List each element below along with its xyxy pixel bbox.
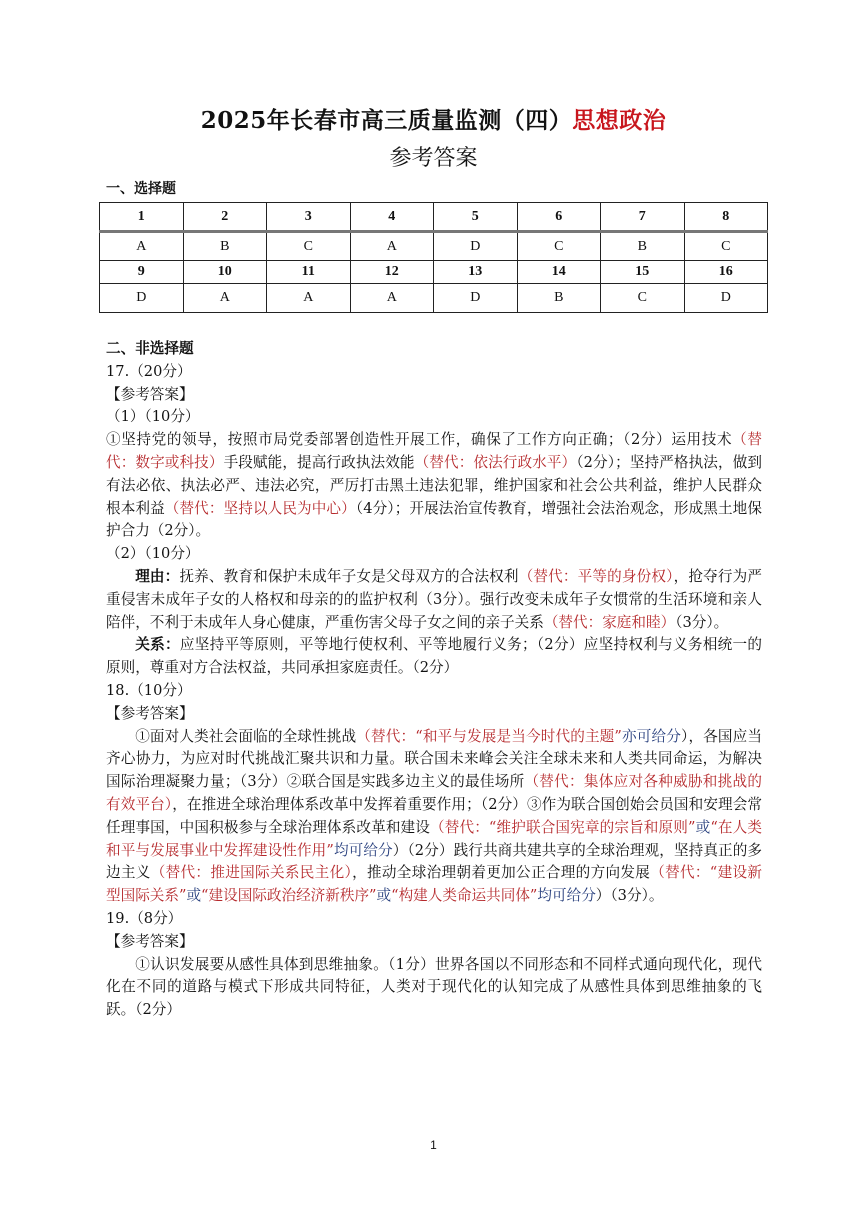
answer-text: ①坚持党的领导，按照市局党委部署创造性开展工作，确保了工作方向正确；（2分）运用技术 bbox=[106, 431, 733, 449]
table-cell: B bbox=[517, 284, 601, 313]
q18-answer bbox=[106, 726, 762, 908]
q18-ref-label: 【参考答案】 bbox=[106, 704, 194, 722]
title-subject: 思想政治 bbox=[572, 107, 667, 134]
section-heading-choice: 一、选择题 bbox=[106, 181, 176, 197]
answer-text: （4分）；开展法治宣传教育，增强社会法治观念，形成黑土地保护合力（2分）。 bbox=[106, 499, 762, 540]
table-cell: A bbox=[100, 232, 184, 261]
alt-answer: “在人类和平与发展事业中发挥建设性作用” bbox=[106, 818, 762, 859]
table-cell: C bbox=[684, 232, 768, 261]
q17-part1-answer bbox=[106, 429, 762, 543]
q17-part2-reason bbox=[106, 566, 762, 634]
table-cell: 10 bbox=[183, 261, 267, 284]
table-cell: 3 bbox=[267, 203, 351, 232]
table-cell: 9 bbox=[100, 261, 184, 284]
answer-text: 应坚持平等原则，平等地行使权利、平等地履行义务；（2分）应坚持权利与义务相统一的原则，尊重对方合法权益，共同承担家庭责任。（2分） bbox=[106, 636, 762, 677]
answer-text: ，在推进全球治理体系改革中发挥着重要作用；（2分）③作为联合国创始会员国和安理会常任理事国，中国积极参与全球治理体系改革和建设 bbox=[106, 795, 762, 836]
alt-answer: （替代：“和平与发展是当今时代的主题” bbox=[356, 727, 622, 745]
grading-note: 或 bbox=[695, 818, 711, 836]
document-subtitle: 参考答案 bbox=[389, 146, 478, 171]
table-cell: 14 bbox=[517, 261, 601, 284]
table-row-numbers bbox=[100, 203, 768, 232]
answer-text: 抚养、教育和保护未成年子女是父母双方的合法权利 bbox=[179, 567, 519, 585]
table-cell: 13 bbox=[434, 261, 518, 284]
alt-answer: “构建人类命运共同体” bbox=[391, 887, 538, 905]
document-title bbox=[0, 106, 867, 136]
table-cell: D bbox=[684, 284, 768, 313]
alt-answer: （替代：依法行政水平） bbox=[414, 453, 577, 471]
table-row-numbers bbox=[100, 261, 768, 284]
table-cell: C bbox=[517, 232, 601, 261]
alt-answer: （替代：“维护联合国宪章的宗旨和原则” bbox=[430, 818, 696, 836]
q19-title: 19.（8分） bbox=[106, 909, 183, 927]
table-cell: B bbox=[601, 232, 685, 261]
table-cell: C bbox=[267, 232, 351, 261]
q18-title: 18.（10分） bbox=[106, 681, 192, 699]
table-cell: 1 bbox=[100, 203, 184, 232]
q19-answer: ①认识发展要从感性具体到思维抽象。（1分）世界各国以不同形态和不同样式通向现代化，现代化在不同的道路与模式下形成共同特征，人类对于现代化的认知完成了从感性具体到思维抽象的飞跃。（2分） bbox=[106, 955, 762, 1019]
table-row-answers bbox=[100, 232, 768, 261]
q19-ref-label: 【参考答案】 bbox=[106, 932, 194, 950]
alt-answer: （替代：集体应对各种威胁和挑战的有效平台） bbox=[106, 773, 762, 813]
table-cell: 8 bbox=[684, 203, 768, 232]
answer-text: ）（3分）。 bbox=[595, 887, 664, 905]
q17-part1-label: （1）（10分） bbox=[106, 408, 200, 426]
choice-answer-table bbox=[99, 202, 768, 313]
table-cell: D bbox=[434, 284, 518, 313]
reason-label: 理由： bbox=[135, 567, 180, 585]
table-cell: 15 bbox=[601, 261, 685, 284]
alt-answer: （替代：坚持以人民为中心） bbox=[164, 499, 356, 517]
table-cell: 5 bbox=[434, 203, 518, 232]
table-cell: 7 bbox=[601, 203, 685, 232]
answer-text: 手段赋能，提高行政执法效能 bbox=[223, 453, 415, 471]
table-cell: D bbox=[100, 284, 184, 313]
alt-answer: （替代：家庭和睦） bbox=[543, 613, 676, 631]
answer-text: （2分）；坚持严格执法，做到有法必依、执法必严、违法必究，严厉打击黑土违法犯罪，维护国家和社会公共利益，维护人民群众根本利益 bbox=[106, 453, 762, 517]
table-cell: 16 bbox=[684, 261, 768, 284]
answer-text: ），各国应当齐心协力，为应对时代挑战汇聚共识和力量。联合国未来峰会关注全球未来和人类共同命运，为解决国际治理凝聚力量；（3分）②联合国是实践多边主义的最佳场所 bbox=[106, 727, 762, 791]
page-number: 1 bbox=[430, 1138, 437, 1152]
grading-note: 或 bbox=[376, 887, 392, 905]
q17-part2-label: （2）（10分） bbox=[106, 545, 200, 563]
grading-note: 均可给分 bbox=[537, 887, 596, 905]
answer-text: ①面对人类社会面临的全球性挑战 bbox=[135, 727, 357, 745]
grading-note: 均可给分 bbox=[333, 841, 393, 859]
table-cell: A bbox=[350, 284, 434, 313]
alt-answer: （替代：平等的身份权） bbox=[518, 567, 674, 585]
table-cell: C bbox=[601, 284, 685, 313]
q17-ref-label: 【参考答案】 bbox=[106, 385, 194, 403]
non-choice-section bbox=[106, 338, 762, 1022]
alt-answer: （替代：数字或科技） bbox=[106, 431, 762, 471]
q17-part2-relation bbox=[106, 634, 762, 680]
grading-note: 或 bbox=[186, 887, 202, 905]
table-cell: A bbox=[267, 284, 351, 313]
table-cell: 12 bbox=[350, 261, 434, 284]
section-heading-nonchoice: 二、非选择题 bbox=[106, 340, 194, 357]
title-main: 2025年长春市高三质量监测（四） bbox=[200, 107, 573, 134]
answer-text: ，抢夺行为严重侵害未成年子女的人格权和母亲的的监护权利（3分）。强行改变未成年子女惯常的生活环境和亲人陪伴，不利于未成年人身心健康，严重伤害父母子女之间的亲子关系 bbox=[106, 567, 762, 631]
answer-text: ）（2分）践行共商共建共享的全球治理观，坚持真正的多边主义 bbox=[106, 841, 762, 882]
alt-answer: （替代：“建设新型国际关系” bbox=[106, 864, 762, 905]
table-cell: B bbox=[183, 232, 267, 261]
table-cell: A bbox=[183, 284, 267, 313]
answer-text: ，推动全球治理朝着更加公正合理的方向发展 bbox=[352, 864, 651, 882]
table-row-answers bbox=[100, 284, 768, 313]
table-cell: D bbox=[434, 232, 518, 261]
table-cell: A bbox=[350, 232, 434, 261]
table-cell: 6 bbox=[517, 203, 601, 232]
relation-label: 关系： bbox=[135, 636, 180, 654]
answer-text: （3分）。 bbox=[675, 613, 729, 631]
table-cell: 4 bbox=[350, 203, 434, 232]
table-cell: 11 bbox=[267, 261, 351, 284]
alt-answer: （替代：推进国际关系民主化） bbox=[150, 864, 353, 882]
grading-note: 亦可给分 bbox=[621, 727, 681, 745]
table-cell: 2 bbox=[183, 203, 267, 232]
alt-answer: “建设国际政治经济新秩序” bbox=[201, 887, 377, 905]
q17-title: 17.（20分） bbox=[106, 362, 192, 380]
